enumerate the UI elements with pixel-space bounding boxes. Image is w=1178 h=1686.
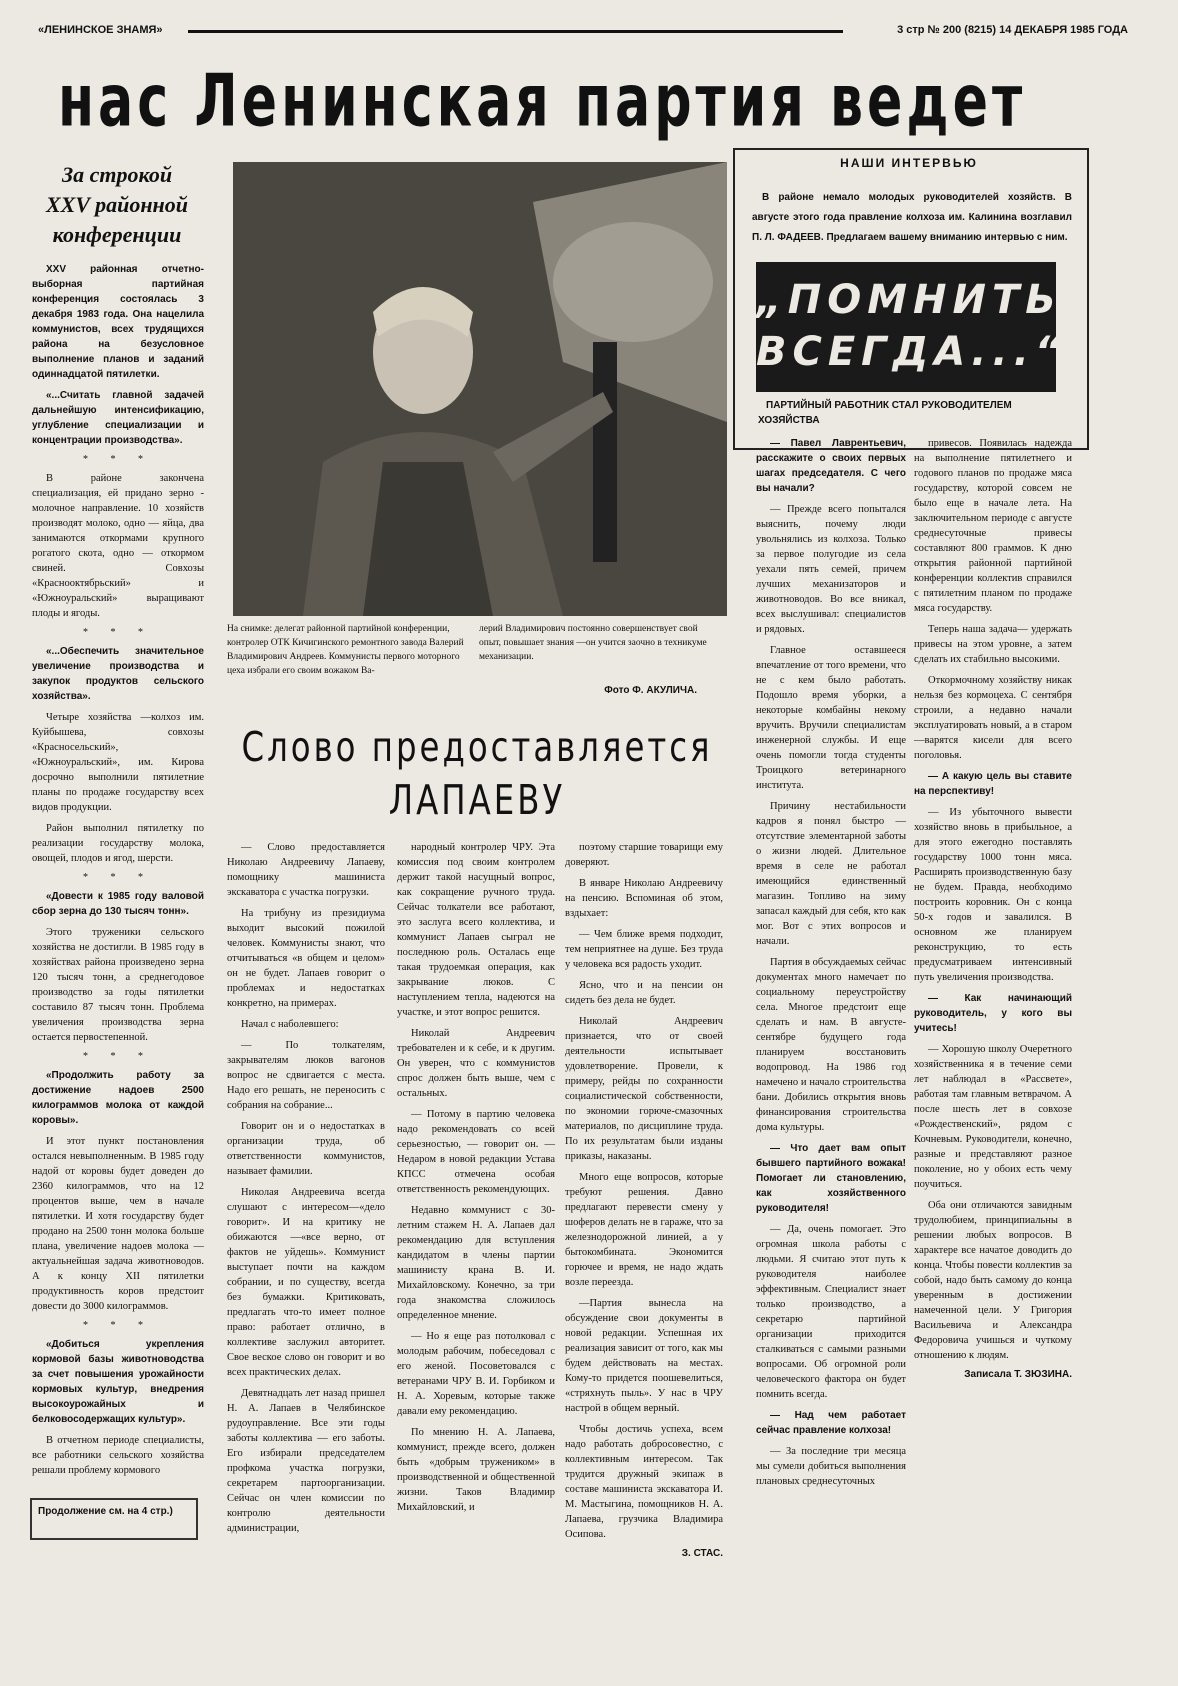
paragraph: В январе Николаю Андреевичу на пенсию. Вспоминая об этом, вздыхает: [565,878,723,919]
interview-column-1 [756,436,906,1495]
paragraph: XXV районная отчетно-выборная партийная конференция состоялась 3 декабря 1983 года. Она нацелила коммунистов, всех трудящихся района на безусловное выполнение планов и заданий одиннадцатой пятилетки. [32,264,204,380]
answer: — Прежде всего попытался выяснить, почему люди увольнялись из колхоза. Только за первое полугодие из села уехали пять семей, причем лучших механизаторов и животноводов. Во все вникал, всех выслушивал: специалистов и рядовых. [756,504,906,635]
paragraph: — Слово предоставляется Николаю Андреевичу Лапаеву, помощнику машиниста экскаватора с участка погрузки. [227,842,385,898]
interview-label-text: НАШИ ИНТЕРВЬЮ [832,156,986,170]
page-headline: нас Ленинская партия ведет [58,58,1027,143]
question: — Как начинающий руководитель, у кого вы учитесь! [914,993,1072,1034]
quote-paragraph: «...Обеспечить значительное увеличение производства и закупок продуктов сельского хозяйства». [32,646,204,702]
interview-banner [756,262,1067,392]
separator: * * * [83,1320,153,1331]
quote-paragraph: «...Считать главной задачей дальнейшую интенсификацию, углубление специализации и концентрации производства». [32,390,204,446]
answer: Откормочному хозяйству никак нельзя без кормоцеха. С сентября строили, а недавно начали эксплуатировать новый, а в старом—варятся кисели для всего поголовья. [914,675,1072,761]
answer: Главное оставшееся впечатление от того времени, что не с кем было работать. Подошло время уборки, а некоторые комбайны некому вручить. Вручили специалистам инженерной службы. И еще очень помогли тогда студенты Троицкого ветеринарного института. [756,645,906,791]
answer: Партия в обсуждаемых сейчас документах много намечает по социальному переустройству села. Многое предстоит еще сделать и нам. В августе-сентябре будущего года планируем восстановить водопровод. На 1986 год намечено и начало строительства бани. Добились открытия вновь финансирования строительства дома культуры. [756,957,906,1133]
paragraph: Говорит он и о недостатках в организации труда, об ответственности коммунистов, называет фамилии. [227,1121,385,1177]
question: — А какую цель вы ставите на перспективу! [914,771,1072,797]
banner-line: „ПОМНИТЬ [756,277,1062,323]
paragraph: Много еще вопросов, которые требуют решения. Давно предлагают перевести смену у шоферов делать не в гараже, что за железнодорожной линией, а у бытокомбината. Экономится горючее и время, не надо ждать возле переезда. [565,1172,723,1288]
separator: * * * [83,454,153,465]
newspaper-name: «ЛЕНИНСКОЕ ЗНАМЯ» [38,24,163,36]
interview-label [733,156,1085,170]
paragraph: Район выполнил пятилетку по реализации государству молока, овощей, плодов и ягод, шерсти. [32,823,204,864]
paragraph: Чтобы достичь успеха, всем надо работать добросовестно, с коллективным интересом. Так трудится дружный экипаж в составе машиниста экскаватора И. М. Мастыгина, помощников Н. А. Лапаева, грузчика Владимира Осипова. [565,1424,723,1540]
paragraph: По мнению Н. А. Лапаева, коммунист, прежде всего, должен быть «добрым тружеником» в производственной и общественной жизни. Таков Владимир Михайловский, и [397,1427,555,1513]
article-title-line: ЛАПАЕВУ [388,777,566,825]
caption-right: лерий Владимирович постоянно совершенствует свой опыт, повышает знания —он учится заочно в техникуме механизации. [479,624,707,662]
paragraph: Четыре хозяйства —колхоз им. Куйбышева, совхозы «Красносельский», «Южноуральский», им. Кирова досрочно выполнили пятилетние планы по продаже государству всех видов продукции. [32,712,204,813]
paragraph: — По толкателям, закрывателям люков вагонов вопрос не сдвигается с места. Надо его решать, не переносить с собрания на собрание... [227,1040,385,1111]
article-column-3 [565,840,723,1559]
paragraph: — Но я еще раз потолковал с молодым рабочим, побеседовал с его женой. Посоветовался с ветеранами ЧРУ В. И. Горбиком и Н. А. Хоревым, которые также давали ему рекомендацию. [397,1331,555,1417]
paragraph: Начал с наболевшего: [241,1019,339,1030]
issue-info: 3 стр № 200 (8215) 14 ДЕКАБРЯ 1985 ГОДА [897,24,1128,36]
banner-line: ВСЕГДА...“ [756,329,1067,375]
paragraph: Ясно, что и на пенсии он сидеть без дела не будет. [565,980,723,1006]
masthead [38,24,1128,42]
quote-paragraph: «Довести к 1985 году валовой сбор зерна до 130 тысяч тонн». [32,891,204,917]
paragraph: народный контролер ЧРУ. Эта комиссия под своим контролем держит такой насущный вопрос, как сокращение ручного труда. Сейчас толкатели все работают, это заслуга всего коллектива, и коммунист Лапаев сыграл не последнюю роль. Осталась еще такая трудоемкая операция, как закрывание люков. С наступлением тепла, надеются на участке, и этот вопрос решится. [397,842,555,1018]
paragraph: —Партия вынесла на обсуждение свои документы в новой редакции. Успешная их реализация зависит от того, как мы будем действовать на местах. Кому-то придется поошевелиться, «стряхнуть пыль». У нас в ЧРУ настрой в общем верный. [565,1298,723,1414]
rubric-line: конференции [52,222,182,247]
question: — Что дает вам опыт бывшего партийного вожака! Помогает ли становлению, как хозяйственного руководителя! [756,1143,906,1214]
answer: — Хорошую школу Очеретного хозяйственника я в течение семи лет наблюдал в «Рассвете», работая там главным ветврачом. А после шесть лет в совхозе «Рождественский», рядом с Кочневым. Руководители, конечно, разные и представляют разное поколение, но у обоих есть чему поучиться. [914,1044,1072,1190]
interview-intro: В районе немало молодых руководителей хозяйств. В августе этого года правление колхоза им. Калинина возглавил П. Л. ФАДЕЕВ. Предлагаем вашему вниманию интервью с ним. [752,192,1072,243]
question: — Павел Лаврентьевич, расскажите о своих первых шагах председателя. С чего вы начали? [756,438,906,494]
photo-credit: Фото Ф. АКУЛИЧА. [604,685,697,696]
conference-column [32,262,204,1484]
author-signature: З. СТАС. [681,1548,723,1559]
caption-left: На снимке: делегат районной партийной конференции, контролер ОТК Кичигинского ремонтного завода Валерий Владимирович Андреев. Коммунисты первого моторного цеха избрали его своим вожаком Ва- [227,624,464,676]
paragraph: Этого труженики сельского хозяйства не достигли. В 1985 году в хозяйствах района произведено зерна 120 тысяч тонн, а среднегодовое производство за годы пятилетки составило 87 тысяч тонн. Проблема увеличения производства зерна остается первостепенной. [32,927,204,1043]
answer: Теперь наша задача— удержать привесы на этом уровне, а затем сделать их стабильно высокими. [914,624,1072,665]
article-title-line: Слово предоставляется [241,724,713,772]
answer: — Да, очень помогает. Это огромная школа работы с людьми. Я считаю этот путь к руководителя наиболее эффективным. Специалист знает только производство, а секретарю партийной организации приходится сталкиваться с самыми разными вопросами. Об огромной роли человеческого фактора он будет помнить всегда. [756,1224,906,1400]
photo-illustration [233,162,727,616]
paragraph: В отчетном периоде специалисты, все работники сельского хозяйства решали проблему кормового [32,1435,204,1476]
rubric-line: За строкой [61,162,173,187]
article-column-2 [397,840,555,1521]
article-column-1 [227,840,385,1542]
worker-photo [233,162,727,616]
paragraph: Николай Андреевич требователен и к себе, и к другим. Он уверен, что с коммунистов спрос должен быть выше, чем с остальных. [397,1028,555,1099]
question: — Над чем работает сейчас правление колхоза! [756,1410,906,1436]
rubric-line: XXV районной [45,192,189,217]
paragraph: — Чем ближе время подходит, тем неприятнее на душе. Без труда у человека вся радость уходит. [565,929,723,970]
interview-column-2 [914,436,1072,1380]
continued-note: Продолжение см. на 4 стр.) [30,1498,198,1540]
paragraph: Николай Андреевич признается, что от своей деятельности испытывает удовлетворение. Провели, к примеру, рейды по сохранности социалистической собственности, по экономии горюче-смазочных материалов, по дисциплине труда. По их результатам были изданы приказы, наказаны. [565,1016,723,1162]
article-title [232,722,722,828]
rubric-heading [32,160,202,250]
answer: Причину нестабильности кадров я понял быстро — отсутствие элементарной заботы о жизни людей. Длительное время в селе не работал имеющийся единственный магазин. Топливо на зиму запасал каждый для себя, кто как мог. Вот с этих вопросов и начали. [756,801,906,947]
quote-paragraph: «Добиться укрепления кормовой базы животноводства за счет повышения урожайности кормовых культур, внедрения высокоурожайных и белковосодержащих культур». [32,1339,204,1425]
answer: Оба они отличаются завидным трудолюбием, принципиальны в решении любых вопросов. В характере все начатое доводить до конца. Чтобы повести коллектив за собой, надо быть самому до конца уверенным в достижении намеченной цели. У Григория Васильевича и Александра Федоровича учишься и чуткому отношению к людям. [914,1200,1072,1361]
paragraph: поэтому старшие товарищи ему доверяют. [565,842,723,868]
masthead-rule [188,30,843,33]
answer: — За последние три месяца мы сумели добиться выполнения плановых среднесуточных [756,1446,906,1487]
paragraph: И этот пункт постановления остался невыполненным. В 1985 году надой от коровы будет доведен до 2360 килограммов, что на 12 процентов выше, чем в начале пятилетки. И хотя государству будет продано на 2500 тонн молока больше плана, увеличение надоев молока — актуальнейшая задача животноводов. А к концу XII пятилетки продуктивность коров предстоит довести до 3000 килограммов. [32,1136,204,1312]
answer: привесов. Появилась надежда на выполнение пятилетнего и годового планов по продаже мяса государству, которой совсем не было еще в начале лета. На заключительном периоде с августе среднесуточные привесы составляют 800 граммов. К дню открытия районной партийной конференции коллектив справился с пятилетним планом по продаже мяса государству. [914,438,1072,614]
answer: — Из убыточного вывести хозяйство вновь в прибыльное, а для этого ежегодно поставлять государству 1000 тонн мяса. Расширять производственную базу не будем. Правда, необходимо построить коровник. Он с конца 50-х годов и завалился. В основном же планируем реконструкцию, то есть предусматриваем интенсивный путь увеличения производства. [914,807,1072,983]
paragraph: Николая Андреевича всегда слушают с интересом—«дело говорит». И на критику не обижаются —«все верно, от фактов не уйдешь». Коммунист выступает почти на каждом собрании, и по существу, всегда без бумажки. Критиковать, предлагать что-то имеет полное право: работает отлично, в коллективе заслужил авторитет. Свое веское слово он говорит и во всех практических делах. [227,1187,385,1378]
paragraph: Девятнадцать лет назад пришел Н. А. Лапаев в Челябинское рудоуправление. Все эти годы заботы коллектива — его заботы. Его избирали председателем профкома участка погрузки, секретарем партоорганизации. Сейчас он член комиссии по контролю деятельности администрации, [227,1388,385,1534]
separator: * * * [83,627,153,638]
paragraph: Недавно коммунист с 30-летним стажем Н. А. Лапаев дал рекомендацию для вступления кандидатом в члены партии машинисту крана В. И. Михайловскому. Конечно, за три года знакомства сложилось определенное мнение. [397,1205,555,1321]
separator: * * * [83,872,153,883]
interview-subtitle: ПАРТИЙНЫЙ РАБОТНИК СТАЛ РУКОВОДИТЕЛЕМ ХОЗЯЙСТВА [758,400,1012,426]
paragraph: — Потому в партию человека надо рекомендовать со всей серьезностью, — говорит он. — Недаром в новой редакции Устава КПСС отмечена особая ответственность рекомендующих. [397,1109,555,1195]
interview-signature: Записала Т. ЗЮЗИНА. [964,1369,1072,1380]
quote-paragraph: «Продолжить работу за достижение надоев 2500 килограммов молока от каждой коровы». [32,1070,204,1126]
paragraph: В районе закончена специализация, ей придано зерно - молочное направление. 10 хозяйств производят молоко, одно — яйца, два занимаются откормами крупного рогатого скота, одно — откормом свиней. Совхозы «Краснооктябрьский» и «Южноуральский» выращивают плоды и ягоды. [32,473,204,619]
separator: * * * [83,1051,153,1062]
paragraph: На трибуну из президиума выходит высокий пожилой человек. Коммунисты знают, что отчитываться «в общем и целом» он не будет. Лапаев говорит о проблемах и недостатках конкретно, на примерах. [227,908,385,1009]
